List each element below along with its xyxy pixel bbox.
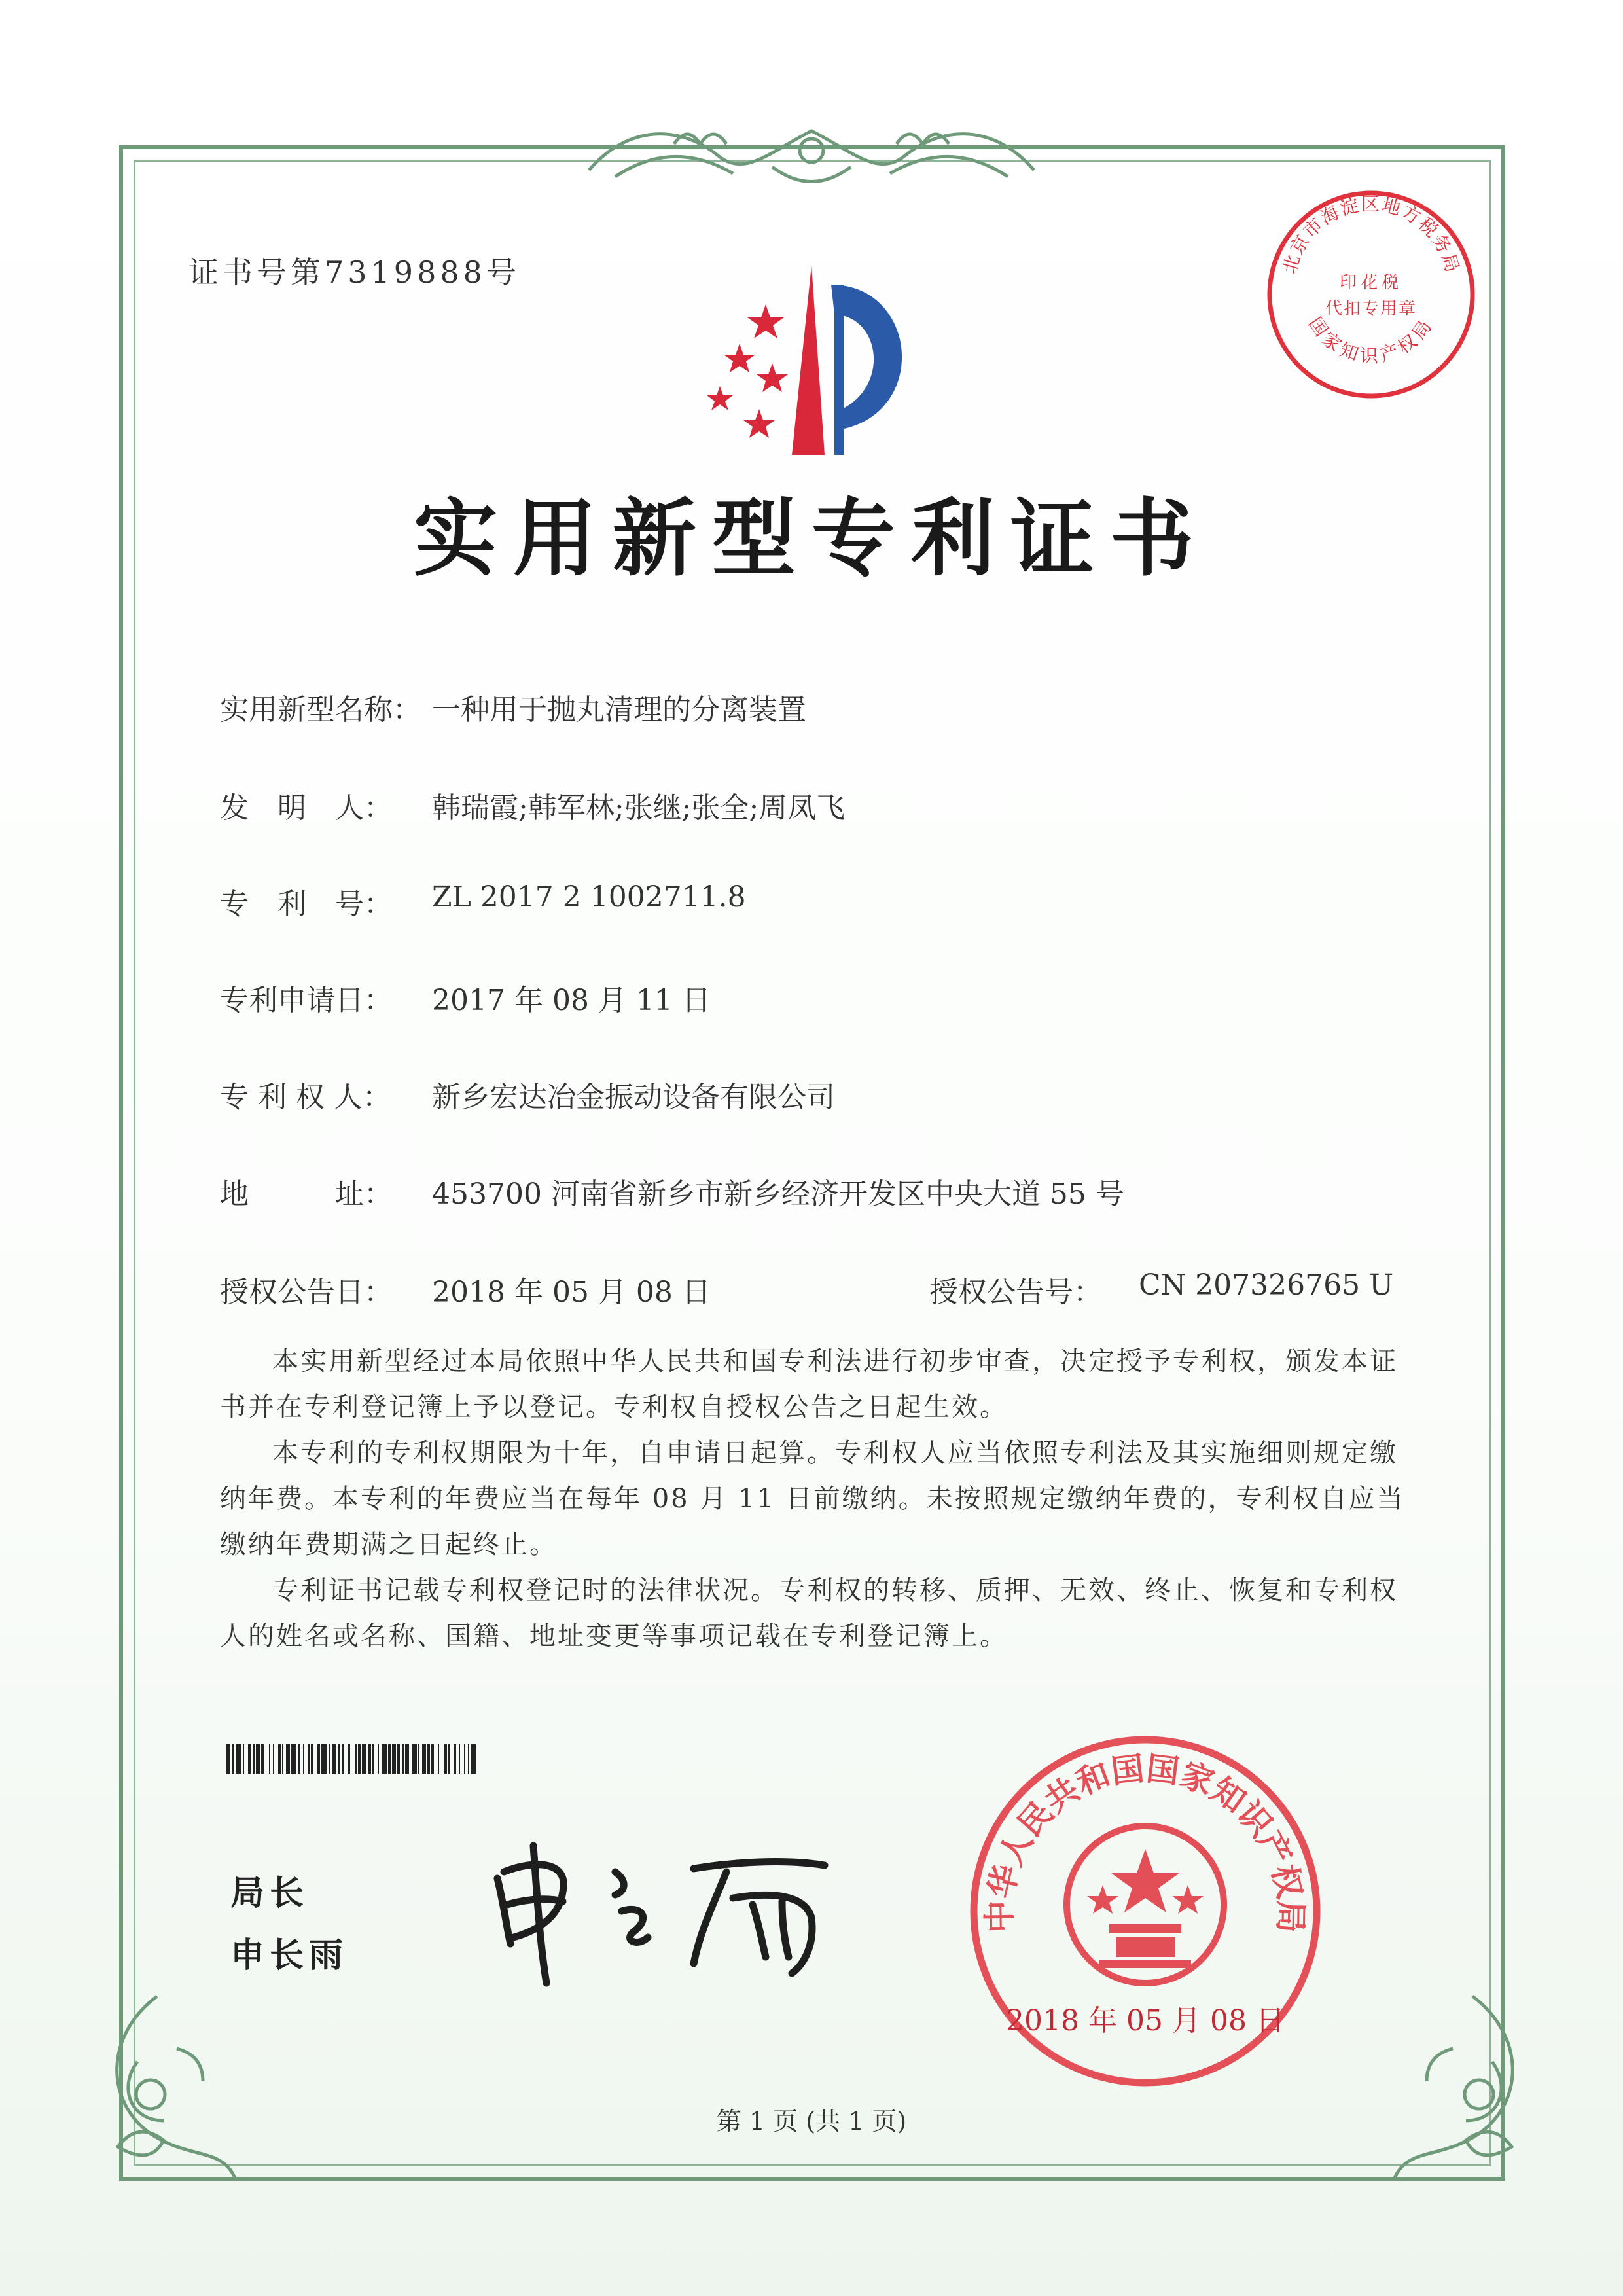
address-value: 453700 河南省新乡市新乡经济开发区中央大道 55 号 — [432, 1177, 1124, 1211]
barcode-bar — [264, 1744, 269, 1774]
page-number-footer: 第 1 页 (共 1 页) — [716, 2107, 907, 2136]
tax-stamp-seal — [1260, 183, 1482, 406]
bottom-right-ornament-icon — [1381, 1983, 1551, 2193]
barcode-bar — [412, 1744, 417, 1774]
paragraph-examination: 本实用新型经过本局依照中华人民共和国专利法进行初步审查，决定授予专利权，颁发本证书并在专利登记簿上予以登记。专利权自授权公告之日起生效。 — [220, 1346, 1398, 1422]
tax-stamp-line2: 代扣专用章 — [1325, 299, 1418, 319]
grant-number-label: 授权公告号： — [929, 1276, 1102, 1309]
director-name: 申长雨 — [230, 1936, 349, 1975]
svg-text:北京市海淀区地方税务局 — [1279, 193, 1464, 276]
grant-number-value: CN 207326765 U — [1139, 1268, 1394, 1302]
director-title: 局长 — [230, 1874, 310, 1913]
address-label: 地 址： — [220, 1177, 393, 1211]
tax-stamp-line1: 印花税 — [1339, 273, 1403, 293]
barcode-bar — [471, 1744, 476, 1774]
barcode-bar — [291, 1744, 296, 1774]
inventor-label: 发 明 人： — [220, 791, 393, 825]
barcode-bar — [236, 1744, 241, 1774]
tax-stamp-ring-text: 北京市海淀区地方税务局 — [1278, 193, 1464, 276]
inventor-value: 韩瑞霞;韩军林;张继;张全;周凤飞 — [432, 791, 846, 825]
certificate-number: 证书号第7319888号 — [188, 255, 520, 290]
grant-date-value: 2018 年 05 月 08 日 — [432, 1276, 711, 1309]
official-seal — [962, 1728, 1329, 2094]
svg-text:中华人民共和国国家知识产权局 — [980, 1749, 1311, 1933]
patentee-value: 新乡宏达冶金振动设备有限公司 — [432, 1081, 835, 1114]
barcode — [226, 1744, 628, 1774]
svg-text:国家知识产权局 — [1304, 313, 1438, 367]
patent-office-logo-icon — [694, 259, 942, 461]
filing-date-label: 专利申请日： — [220, 984, 393, 1017]
barcode-bar — [321, 1744, 327, 1774]
tax-stamp-bottom-text: 国家知识产权局 — [1304, 313, 1438, 367]
barcode-bar — [439, 1744, 444, 1774]
certificate-title: 实用新型专利证书 — [413, 490, 1209, 588]
top-ornament-icon — [576, 111, 1047, 196]
barcode-bar — [350, 1744, 355, 1774]
utility-model-name-label: 实用新型名称： — [220, 693, 421, 726]
filing-date-value: 2017 年 08 月 11 日 — [432, 984, 711, 1017]
patent-number-label: 专 利 号： — [220, 888, 393, 921]
national-emblem-icon — [1067, 1826, 1224, 1983]
seal-ring-text: 中华人民共和国国家知识产权局 — [980, 1748, 1311, 1933]
bottom-left-ornament-icon — [79, 1983, 249, 2193]
grant-date-label: 授权公告日： — [220, 1276, 393, 1309]
patentee-label: 专 利 权 人： — [220, 1081, 391, 1114]
patent-number-value: ZL 2017 2 1002711.8 — [432, 880, 746, 914]
barcode-bar — [382, 1744, 387, 1774]
utility-model-name-value: 一种用于抛丸清理的分离装置 — [432, 693, 806, 726]
seal-date: 2018 年 05 月 08 日 — [1006, 2004, 1285, 2037]
paragraph-term: 本专利的专利权期限为十年，自申请日起算。专利权人应当依照专利法及其实施细则规定缴纳年费。本专利的年费应当在每年 08 月 11 日前缴纳。未按照规定缴纳年费的，专利权自应当缴纳年费期满之日起终止。 — [220, 1438, 1405, 1560]
director-signature — [484, 1833, 851, 1990]
barcode-bar — [476, 1744, 478, 1774]
paragraph-legal-status: 专利证书记载专利权登记时的法律状况。专利权的转移、质押、无效、终止、恢复和专利权人的姓名或名称、国籍、地址变更等事项记载在专利登记簿上。 — [220, 1575, 1398, 1651]
